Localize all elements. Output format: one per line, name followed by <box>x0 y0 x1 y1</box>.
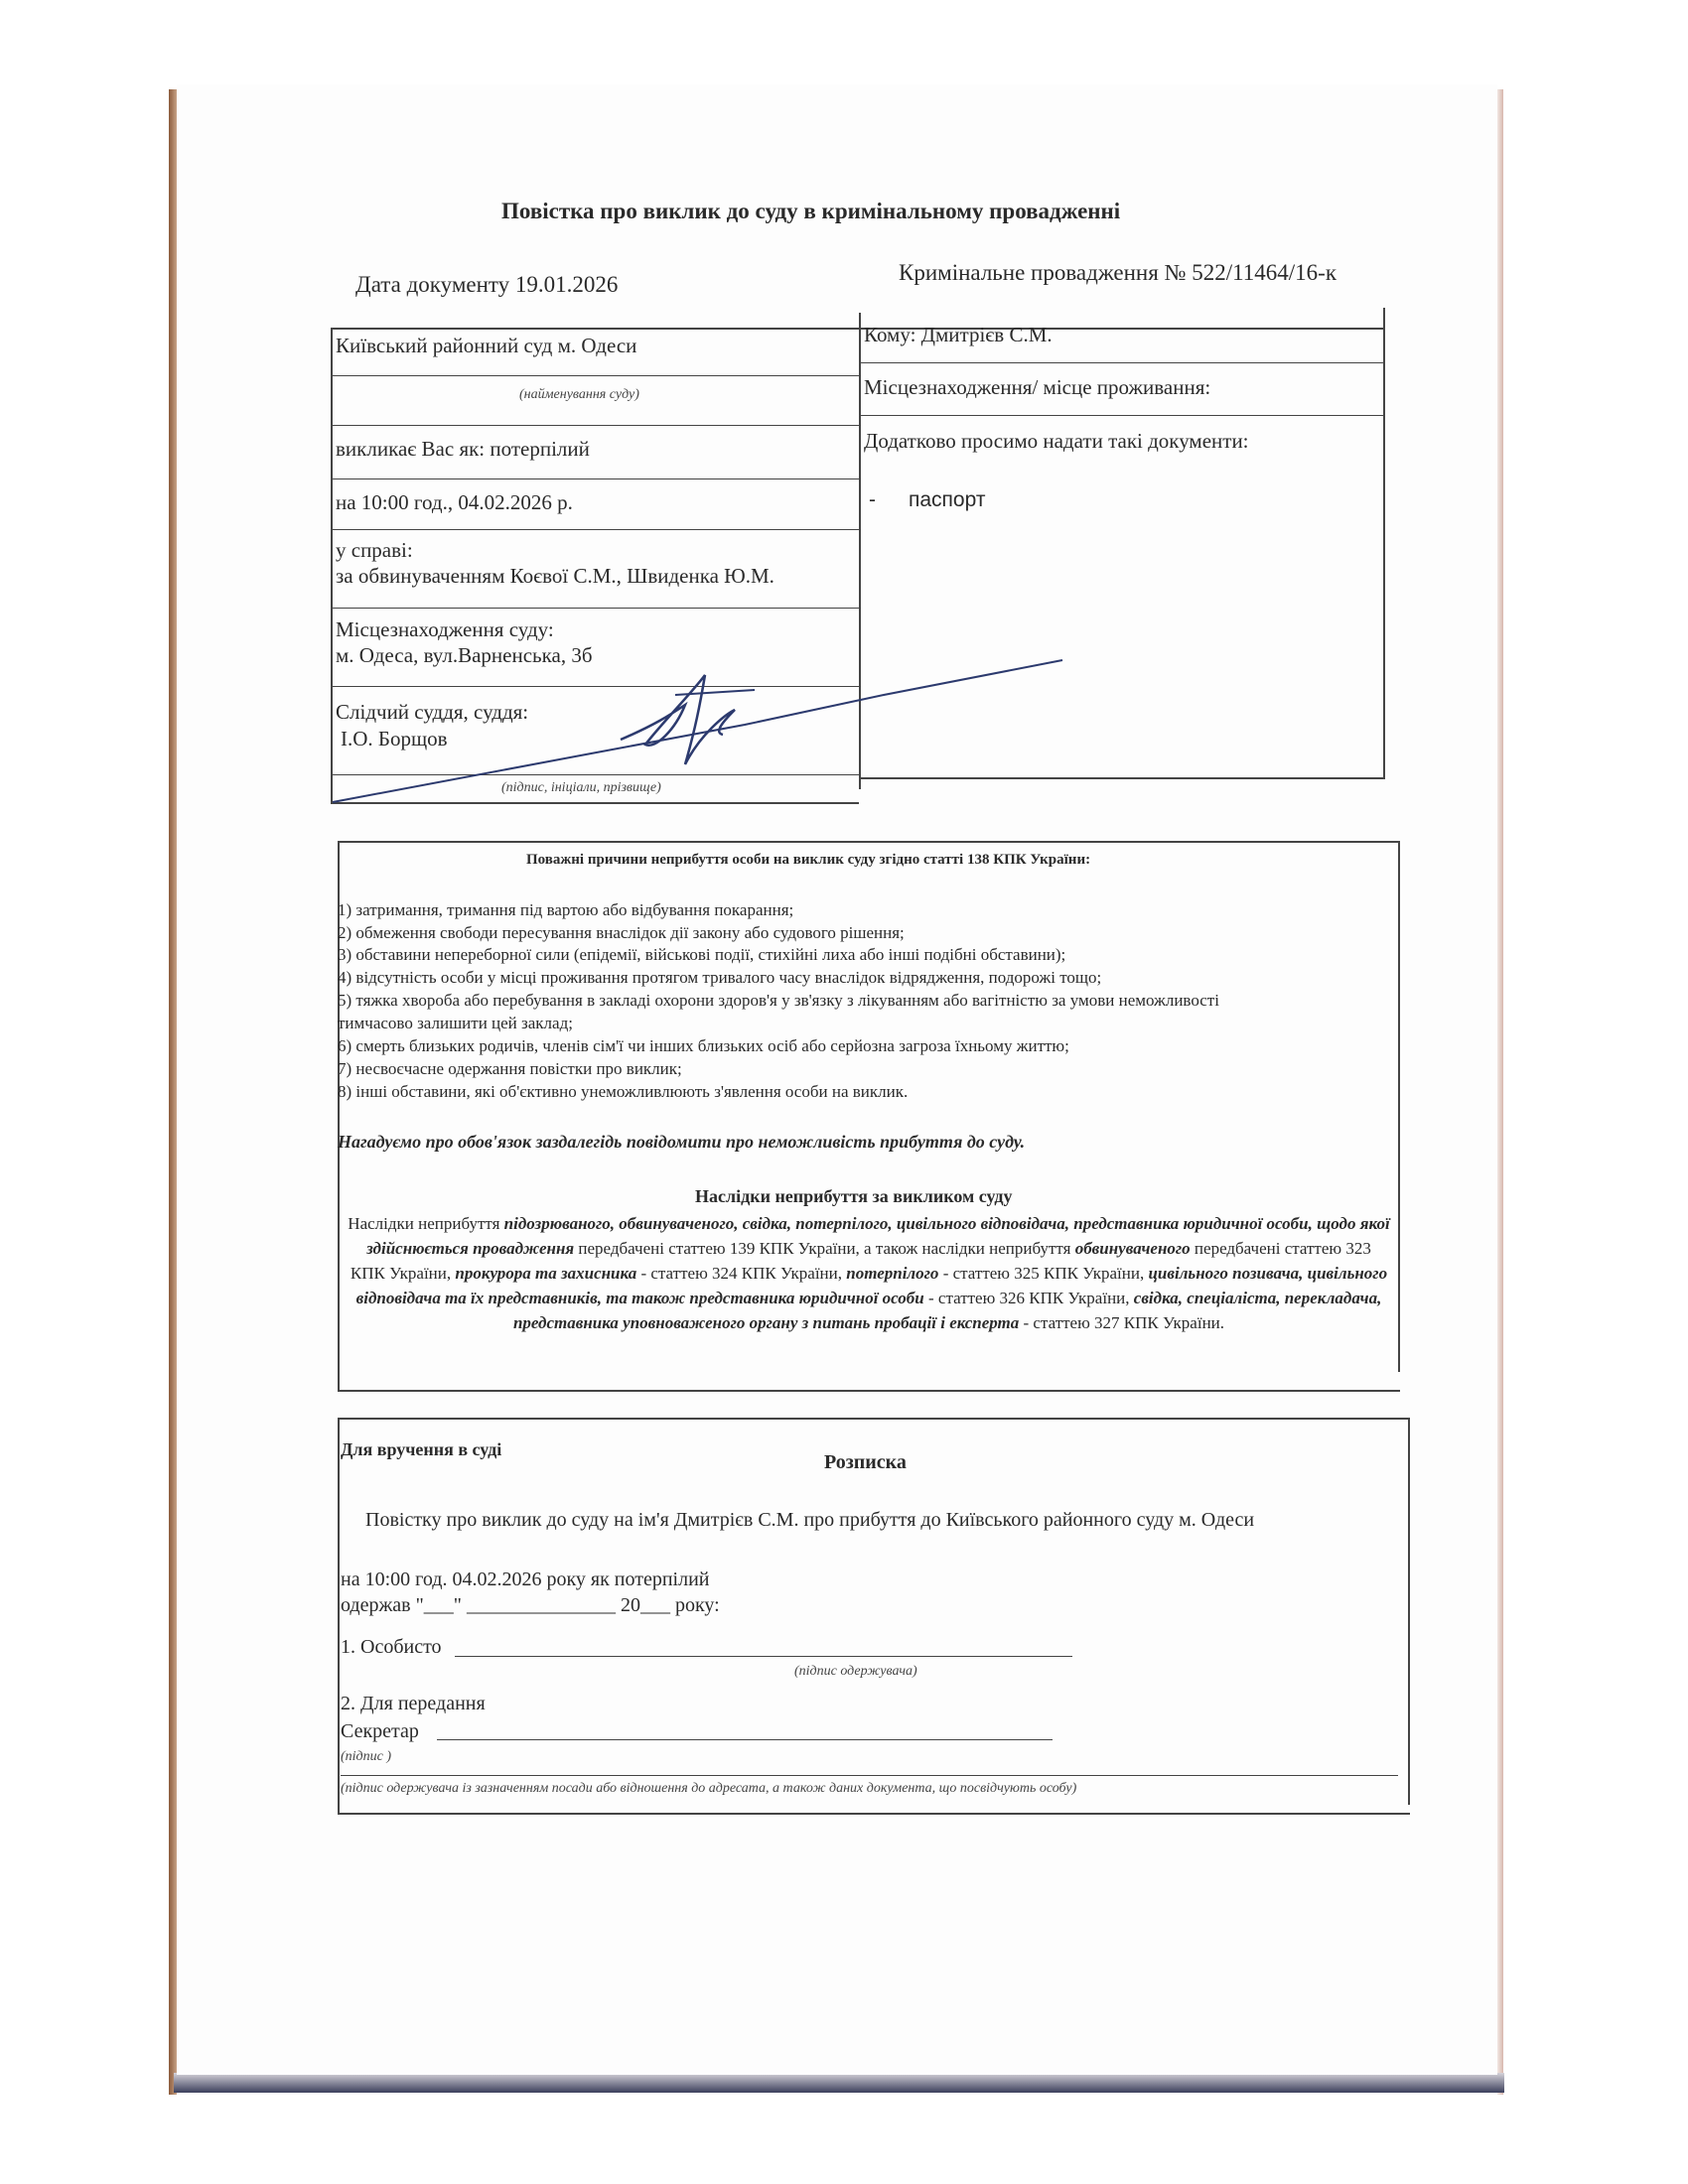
personal-label: 1. Особисто <box>341 1636 442 1658</box>
receipt-line-2: на 10:00 год. 04.02.2026 року як потерпілий <box>341 1569 710 1590</box>
paper-right-edge <box>1497 89 1503 2095</box>
secretary-label: Секретар <box>341 1720 419 1742</box>
court-location-value: м. Одеса, вул.Варненська, 3б <box>336 643 593 667</box>
residence-label: Місцезнаходження/ місце проживання: <box>864 375 1211 399</box>
signature-caption: (підпис, ініціали, прізвище) <box>501 780 661 795</box>
document-page <box>177 84 1497 2075</box>
reason-item: 8) інші обставини, які об'єктивно унеможливлюють з'явлення особи на виклик. <box>338 1082 909 1101</box>
documents-label: Додатково просимо надати такі документи: <box>864 429 1249 453</box>
judge-label: Слідчий суддя, суддя: <box>336 700 529 724</box>
paper-left-edge <box>169 89 177 2095</box>
case-label: у справі: <box>336 538 413 562</box>
recipient: Кому: Дмитрієв С.М. <box>864 323 1053 346</box>
reason-item: 3) обставини непереборної сили (епідемії, військові події, стихійні лиха або інші подібні обставини); <box>338 945 1066 964</box>
court-name: Київський районний суд м. Одеси <box>336 334 637 357</box>
reason-item: 7) несвоєчасне одержання повістки про виклик; <box>338 1059 682 1078</box>
secretary-signature-line <box>437 1739 1053 1740</box>
document-item-passport: паспорт <box>909 488 986 511</box>
document-title: Повістка про виклик до суду в кримінальному провадженні <box>501 199 1121 223</box>
court-location-label: Місцезнаходження суду: <box>336 617 554 641</box>
personal-signature-line <box>455 1656 1072 1657</box>
judge-name: І.О. Борщов <box>341 727 448 751</box>
recipient-signature-caption: (підпис одержувача) <box>794 1664 917 1679</box>
footer-caption: (підпис одержувача із зазначенням посади або відношення до адресата, а також даних документа, що посвідчують особу) <box>341 1781 1077 1796</box>
footer-signature-line <box>341 1775 1398 1776</box>
reason-item: 2) обмеження свободи пересування внаслідок дії закону або судового рішення; <box>338 923 905 942</box>
hearing-time: на 10:00 год., 04.02.2026 р. <box>336 490 573 514</box>
reason-item: тимчасово залишити цей заклад; <box>338 1014 573 1032</box>
court-name-caption: (найменування суду) <box>519 387 639 402</box>
consequences-text: Наслідки неприбуття підозрюваного, обвинуваченого, свідка, потерпілого, цивільного відповідача, представника юридичної особи, щодо якої здійснюється провадження передбачені статтею 139 КПК України, а також наслідки неприбуття обвинуваченого передбачені статтею 323 КПК України, прокурора та захисника - статтею 324 КПК України, потерпілого - статтею 325 КПК України, цивільного позивача, цивільного відповідача та їх представників, та також представника юридичної особи - статтею 326 КПК України, свідка, спеціаліста, перекладача, представника уповноваженого органу з питань пробації і експерта - статтею 327 КПК України. <box>348 1214 1390 1332</box>
summons-role: викликає Вас як: потерпілий <box>336 437 590 461</box>
transfer-label: 2. Для передання <box>341 1693 486 1714</box>
background-band <box>174 2073 1504 2093</box>
judge-signature <box>328 655 1072 814</box>
case-value: за обвинуваченням Коєвої С.М., Швиденка Ю.М. <box>336 564 774 588</box>
reasons-title: Поважні причини неприбуття особи на виклик суду згідно статті 138 КПК України: <box>526 852 1091 868</box>
secretary-signature-caption: (підпис ) <box>341 1749 392 1764</box>
reminder-text: Нагадуємо про обов'язок заздалегідь повідомити про неможливість прибуття до суду. <box>338 1132 1026 1152</box>
receipt-title: Розписка <box>824 1451 907 1473</box>
reason-item: 6) смерть близьких родичів, членів сім'ї чи інших близьких осіб або серйозна загроза їхньому життю; <box>338 1036 1069 1055</box>
receipt-line-3: одержав "___" _______________ 20___ року: <box>341 1594 720 1616</box>
reason-item: 1) затримання, тримання під вартою або відбування покарання; <box>338 900 794 919</box>
consequences-title: Наслідки неприбуття за викликом суду <box>695 1186 1013 1206</box>
receipt-line-1: Повістку про виклик до суду на ім'я Дмитрієв С.М. про прибуття до Київського районного суду м. Одеси <box>365 1509 1255 1531</box>
reason-item: 4) відсутність особи у місці проживання протягом тривалого часу внаслідок відрядження, подорожі тощо; <box>338 968 1102 987</box>
document-date: Дата документу 19.01.2026 <box>355 272 619 297</box>
case-number: Кримінальне провадження № 522/11464/16-к <box>899 260 1337 285</box>
reason-item: 5) тяжка хвороба або перебування в закладі охорони здоров'я у зв'язку з лікуванням або вагітністю за умови неможливості <box>338 991 1219 1010</box>
document-bullet: - <box>869 488 876 511</box>
for-court-label: Для вручення в суді <box>341 1439 502 1459</box>
